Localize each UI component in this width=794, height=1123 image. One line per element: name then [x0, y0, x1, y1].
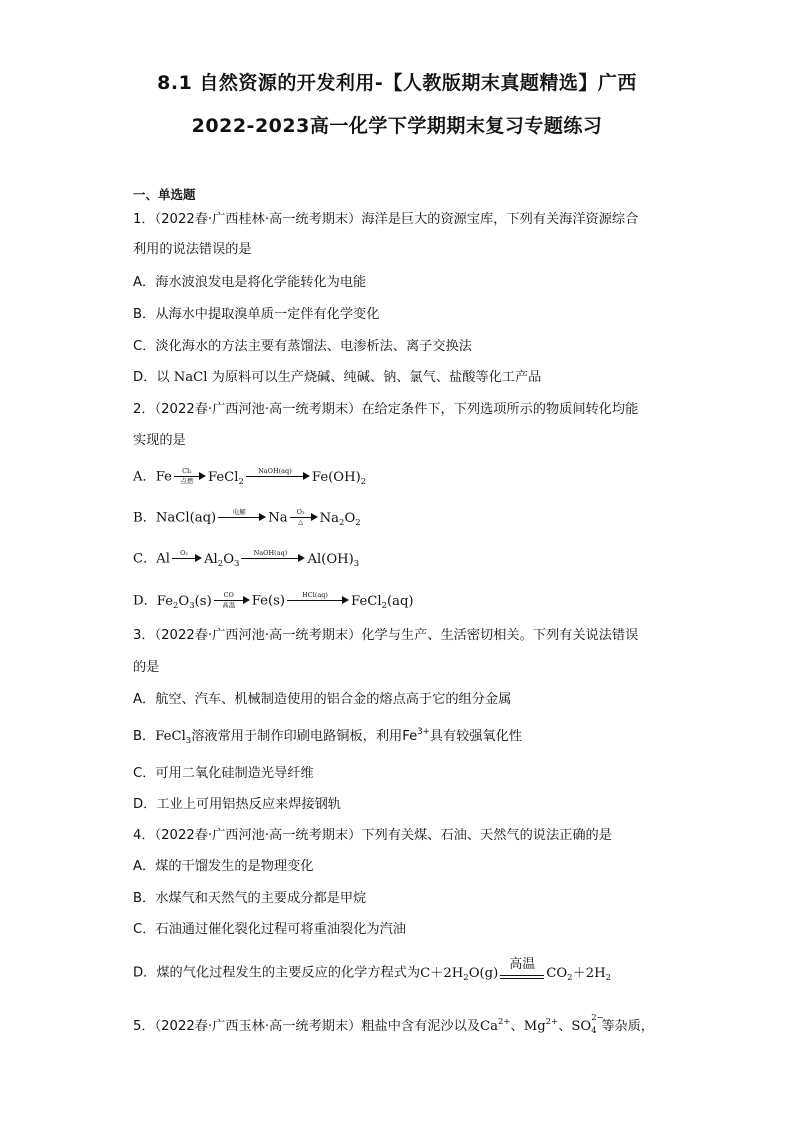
q2-a-species-3: $Fe(OH)_2$: [311, 469, 367, 487]
q2-stem-line-1: 2．（2022春·广西河池·高一统考期末）在给定条件下，下列选项所示的物质间转化均能: [133, 402, 639, 417]
q4-stem: 4．（2022春·广西河池·高一统考期末）下列有关煤、石油、天然气的说法正确的是: [133, 828, 612, 843]
q1-option-a: A．海水波浪发电是将化学能转化为电能: [133, 275, 367, 290]
q2-d-arrow-2-reagent: HCl(aq): [302, 591, 328, 599]
q1-option-c: C．淡化海水的方法主要有蒸馏法、电渗析法、离子交换法: [133, 339, 472, 354]
q2-a-arrow-2: [246, 468, 310, 486]
q2-b-arrow-2: [290, 509, 318, 527]
q2-a-arrow-1: [174, 468, 206, 486]
q2-c-label: C．: [133, 551, 157, 567]
q2-a-arrow-2-reagent: NaOH(aq): [258, 467, 292, 475]
q3-stem-line-2: 的是: [133, 660, 160, 675]
q2-option-d: [133, 592, 414, 611]
q4-equation-condition: 高温: [509, 957, 536, 972]
q4-option-d-text: D．煤的气化过程发生的主要反应的化学方程式为: [133, 965, 421, 981]
q1-stem-line-1: 1．（2022春·广西桂林·高一统考期末）海洋是巨大的资源宝库，下列有关海洋资源综合: [133, 212, 639, 227]
q1-option-d-prefix: D．以: [133, 370, 170, 385]
q5-stem-prefix: 5．（2022春·广西玉林·高一统考期末）粗盐中含有泥沙以及: [133, 1019, 481, 1034]
q3-option-b: [133, 728, 522, 746]
q2-c-arrow-2: [241, 550, 305, 568]
q2-c-species-2: $Al_2O_3$: [204, 551, 240, 569]
q4-equation: $C+2H_2O(g)$ 高温 $CO_2+2H_2$: [420, 957, 612, 983]
q4-option-d: [133, 957, 612, 984]
q2-d-arrow-2: [287, 592, 349, 610]
q2-option-a: [133, 468, 366, 487]
q2-d-species-3: FeCl$_2$(aq): [351, 593, 414, 611]
q2-b-arrow-1-condition: 电解: [232, 508, 246, 516]
q1-stem-line-2: 利用的说法错误的是: [133, 242, 252, 257]
q2-c-arrow-2-reagent: NaOH(aq): [253, 549, 288, 557]
q2-c-arrow-1-reagent: O₂: [180, 549, 188, 557]
q4-option-a: A．煤的干馏发生的是物理变化: [133, 859, 314, 874]
q3-option-a: A．航空、汽车、机械制造使用的铝合金的熔点高于它的组分金属: [133, 692, 512, 707]
q2-d-species-1: $Fe_2O_3(s)$: [156, 593, 212, 611]
q1-option-d-formula: NaCl: [173, 370, 208, 385]
q5-stem-suffix: 等杂质，: [601, 1019, 654, 1034]
q2-stem-line-2: 实现的是: [133, 433, 186, 448]
q2-a-label: A．: [133, 469, 156, 485]
q2-d-label: D．: [133, 593, 157, 609]
q2-d-arrow-1-reagent: CO: [223, 591, 234, 599]
q4-option-c: C．石油通过催化裂化过程可将重油裂化为汽油: [133, 922, 406, 937]
q2-c-arrow-1: [172, 550, 202, 568]
q3-stem-line-1: 3．（2022春·广西河池·高一统考期末）化学与生产、生活密切相关。下列有关说法错误: [133, 628, 639, 643]
q2-d-arrow-1-condition: 高温: [222, 601, 236, 609]
q1-option-b: B．从海水中提取溴单质一定伴有化学变化: [133, 307, 380, 322]
q1-option-d-suffix: 为原料可以生产烧碱、纯碱、钠、氯气、盐酸等化工产品: [211, 370, 542, 385]
q2-d-species-2: Fe(s): [251, 593, 286, 609]
q5-stem-line-1: 5．（2022春·广西玉林·高一统考期末）粗盐中含有泥沙以及$Ca^{2+}$、$Mg^{2+}$、SO 2− 4 等杂质，: [133, 1012, 654, 1036]
q5-ion-sulfate: SO 2− 4: [571, 1012, 604, 1036]
q2-b-species-1: NaCl(aq): [155, 510, 217, 526]
q2-a-arrow-1-reagent: Cl₂: [182, 467, 192, 475]
q1-option-d: [133, 369, 541, 387]
q3-option-b-text: 溶液常用于制作印刷电路铜板，利用$Fe^{3+}$具有较强氧化性: [191, 727, 523, 744]
q2-a-species-1: Fe: [155, 469, 172, 485]
q3-option-b-label: B．: [133, 729, 156, 744]
q2-b-label: B．: [133, 510, 156, 526]
document-title-line-2: 2022-2023高一化学下学期期末复习专题练习: [191, 115, 603, 137]
q4-equation-equals-sign: [500, 957, 544, 984]
q2-b-species-2: Na: [268, 510, 288, 526]
q2-d-arrow-1: [214, 592, 250, 610]
q3-option-b-formula: FeCl$_3$: [155, 729, 192, 746]
q2-option-b: [133, 509, 361, 528]
q2-b-species-3: $Na_2O_2$: [319, 510, 361, 528]
q2-b-arrow-2-reagent: O₂: [296, 508, 305, 516]
q4-option-b: B．水煤气和天然气的主要成分都是甲烷: [133, 891, 367, 906]
q2-b-arrow-2-condition: △: [298, 518, 304, 526]
q2-option-c: [133, 550, 359, 569]
q5-ion-calcium: $Ca^{2+}$: [480, 1017, 511, 1034]
q2-c-species-1: Al: [156, 551, 171, 567]
q2-b-arrow-1: [218, 509, 266, 527]
q2-a-arrow-1-condition: 点燃: [180, 477, 194, 485]
section-heading: 一、单选题: [133, 187, 196, 202]
q3-option-d: D．工业上可用铝热反应来焊接钢轨: [133, 797, 341, 812]
q5-ion-magnesium: $Mg^{2+}$: [523, 1017, 559, 1034]
q2-a-species-2: FeCl$_2$: [207, 469, 244, 487]
document-title-line-1: 8.1 自然资源的开发利用-【人教版期末真题精选】广西: [157, 72, 637, 94]
q2-c-species-3: $Al(OH)_3$: [307, 551, 360, 569]
q3-option-c: C．可用二氧化硅制造光导纤维: [133, 766, 314, 781]
